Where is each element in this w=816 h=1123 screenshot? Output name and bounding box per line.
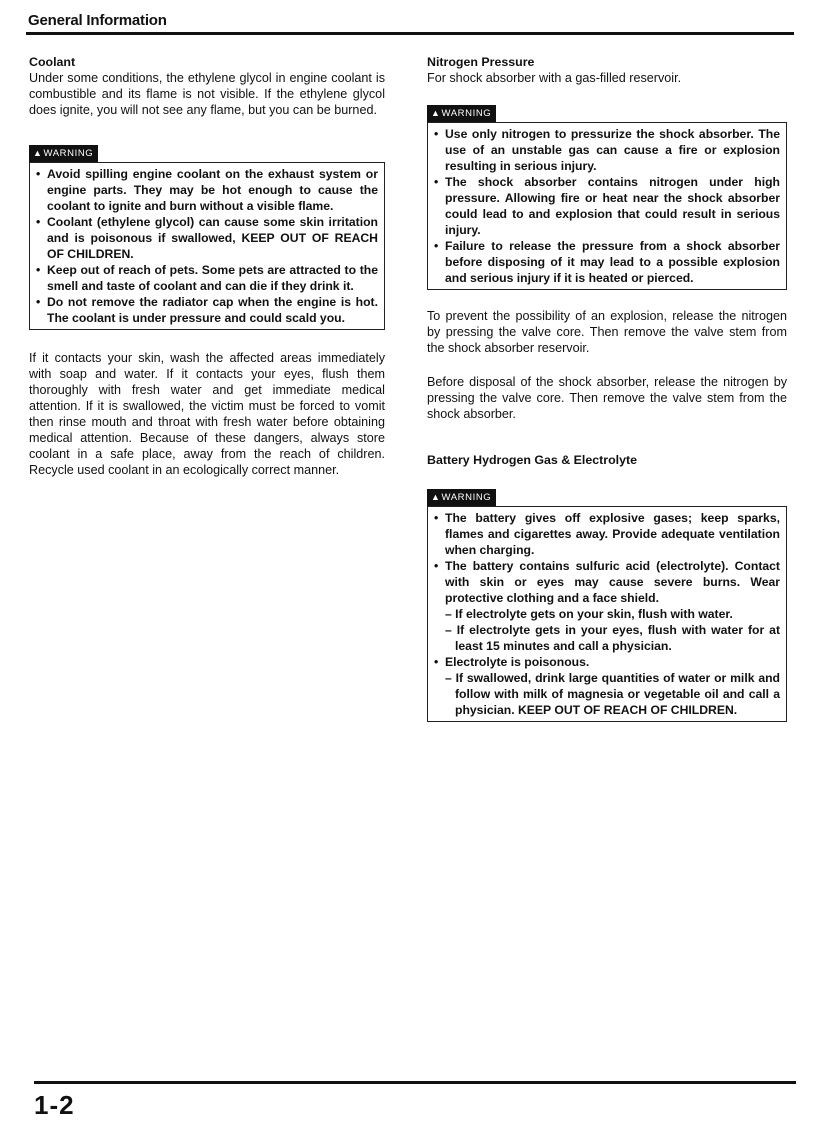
- warning-label: WARNING: [43, 148, 94, 159]
- nitrogen-paragraph-1: To prevent the possibility of an explosion, release the nitrogen by pressing the valve core. Then remove the valve stem from the shock absorber reservoir.: [427, 309, 787, 355]
- coolant-warning: [29, 144, 385, 330]
- list-item: [434, 654, 780, 718]
- battery-warning-box: [427, 506, 787, 722]
- nitrogen-heading: Nitrogen Pressure: [427, 55, 535, 69]
- sub-item: – If electrolyte gets on your skin, flush with water.: [445, 607, 733, 621]
- nitrogen-warning-box: [427, 122, 787, 290]
- coolant-warning-box: [29, 162, 385, 330]
- warning-triangle-icon: ▲: [431, 492, 441, 502]
- header-rule: [26, 32, 794, 35]
- warning-badge: [29, 145, 98, 162]
- nitrogen-paragraph-2: Before disposal of the shock absorber, release the nitrogen by pressing the valve core. Then remove the valve stem from the shock absorber.: [427, 375, 787, 421]
- list-item-text: The battery contains sulfuric acid (electrolyte). Contact with skin or eyes may cause severe burns. Wear protective clothing and a face shield.: [445, 559, 780, 605]
- list-item: • Coolant (ethylene glycol) can cause some skin irritation and is poisonous if swallowed, KEEP OUT OF REACH OF CHILDREN.: [36, 214, 378, 262]
- left-column: [29, 54, 385, 478]
- warning-triangle-icon: ▲: [431, 108, 441, 118]
- right-column: [427, 54, 787, 722]
- warning-badge: [427, 105, 496, 122]
- list-item: • The battery gives off explosive gases; keep sparks, flames and cigarettes away. Provide adequate ventilation when charging.: [434, 510, 780, 558]
- warning-badge: [427, 489, 496, 506]
- list-item: • Use only nitrogen to pressurize the shock absorber. The use of an unstable gas can cause a fire or explosion resulting in serious injury.: [434, 126, 780, 174]
- coolant-heading: Coolant: [29, 55, 76, 69]
- battery-warning: [427, 488, 787, 722]
- warning-label: WARNING: [441, 108, 492, 119]
- coolant-intro: Under some conditions, the ethylene glycol in engine coolant is combustible and its flame is not visible. If the ethylene glycol does ignite, you will not see any flame, but you can be burned.: [29, 71, 385, 117]
- sub-item: – If electrolyte gets in your eyes, flush with water for at least 15 minutes and call a physician.: [445, 623, 780, 653]
- list-item: • Failure to release the pressure from a shock absorber before disposing of it may lead to a possible explosion and serious injury if it is heated or pierced.: [434, 238, 780, 286]
- list-item: [434, 558, 780, 654]
- list-item: • The shock absorber contains nitrogen under high pressure. Allowing fire or heat near the shock absorber could lead to and explosion that could result in serious injury.: [434, 174, 780, 238]
- list-item-text: Electrolyte is poisonous.: [445, 655, 590, 669]
- battery-heading: Battery Hydrogen Gas & Electrolyte: [427, 453, 638, 467]
- sub-item: – If swallowed, drink large quantities of water or milk and follow with milk of magnesia or vegetable oil and call a physician. KEEP OUT OF REACH OF CHILDREN.: [445, 671, 780, 717]
- nitrogen-warning: [427, 104, 787, 290]
- footer-rule: [34, 1081, 796, 1084]
- coolant-first-aid: If it contacts your skin, wash the affected areas immediately with soap and water. If it contacts your eyes, flush them thoroughly with fresh water and get immediate medical attention. If it is swallowed, the victim must be forced to vomit then rinse mouth and throat with fresh water before obtaining medical attention. Because of these dangers, always store coolant in a safe place, away from the reach of children. Recycle used coolant in an ecologically correct manner.: [29, 351, 385, 477]
- page-number: 1-2: [34, 1090, 75, 1120]
- list-item: • Do not remove the radiator cap when the engine is hot. The coolant is under pressure and could scald you.: [36, 294, 378, 326]
- warning-triangle-icon: ▲: [33, 148, 43, 158]
- list-item: • Keep out of reach of pets. Some pets are attracted to the smell and taste of coolant and can die if they drink it.: [36, 262, 378, 294]
- list-item: • Avoid spilling engine coolant on the exhaust system or engine parts. They may be hot enough to cause the coolant to ignite and burn without a visible flame.: [36, 166, 378, 214]
- page-title: General Information: [28, 12, 167, 29]
- nitrogen-intro: For shock absorber with a gas-filled reservoir.: [427, 71, 682, 85]
- warning-label: WARNING: [441, 492, 492, 503]
